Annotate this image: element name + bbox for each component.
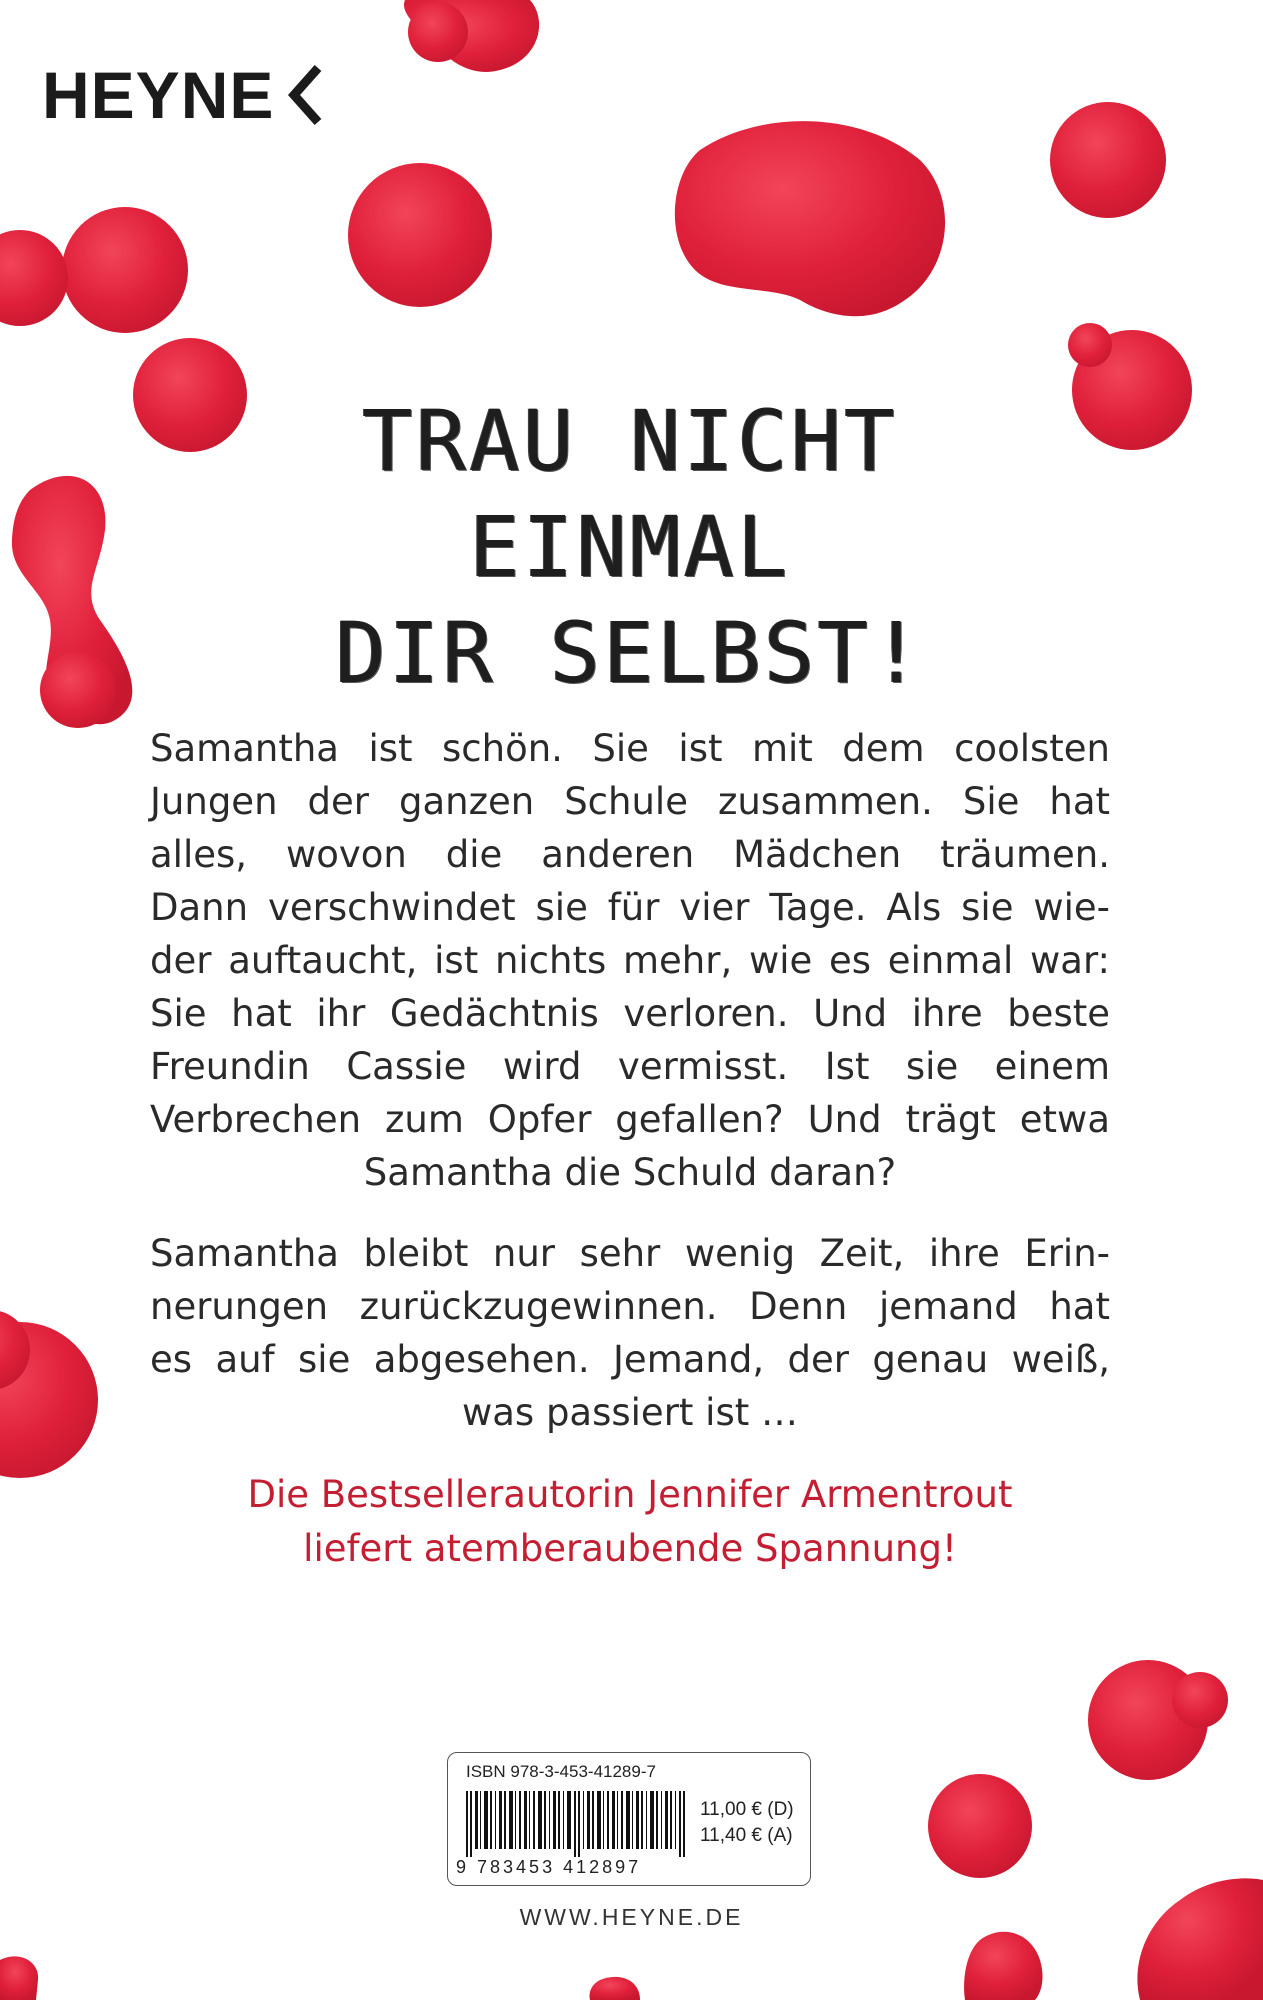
blurb-line: Verbrechen zum Opfer gefallen? Und trägt etwa (150, 1098, 1110, 1141)
blurb-line: Sie hat ihr Gedächtnis verloren. Und ihre beste (150, 992, 1110, 1035)
publisher-logo (42, 60, 324, 130)
blurb-line: Freundin Cassie wird vermisst. Ist sie einem (150, 1045, 1110, 1088)
tagline-line: liefert atemberaubende Spannung! (303, 1527, 957, 1570)
isbn-barcode-box (447, 1752, 811, 1886)
blurb-line: Dann verschwindet sie für vier Tage. Als sie wie- (150, 886, 1110, 929)
blurb-line: der auftaucht, ist nichts mehr, wie es einmal war: (150, 939, 1110, 982)
blurb-line: was passiert ist … (461, 1391, 799, 1434)
price-germany: 11,00 € (D) (700, 1799, 794, 1820)
price-austria: 11,40 € (A) (700, 1825, 793, 1846)
isbn-label: ISBN 978-3-453-41289-7 (466, 1762, 656, 1781)
publisher-website: WWW.HEYNE.DE (519, 1904, 744, 1930)
blurb-line: Samantha die Schuld daran? (363, 1151, 897, 1194)
headline-line: TRAU NICHT (362, 392, 898, 490)
headline-line: DIR SELBST! (335, 604, 925, 702)
blurb-line: es auf sie abgesehen. Jemand, der genau weiß, (150, 1338, 1110, 1381)
blurb-paragraph-2 (150, 1227, 1110, 1439)
author-tagline (150, 1468, 1110, 1576)
barcode-icon (466, 1791, 691, 1857)
blurb-line: Samantha bleibt nur sehr wenig Zeit, ihre Erin- (150, 1232, 1110, 1275)
tagline-line: Die Bestsellerautorin Jennifer Armentrout (247, 1473, 1013, 1516)
blurb-line: alles, wovon die anderen Mädchen träumen. (150, 833, 1110, 876)
chevron-left-icon (284, 60, 324, 130)
blurb-line: Samantha ist schön. Sie ist mit dem coolsten (150, 727, 1110, 770)
headline-line: EINMAL (469, 498, 791, 596)
headline (240, 388, 1020, 706)
barcode-digits: 9 783453 412897 (456, 1857, 642, 1877)
publisher-logo-text: HEYNE (42, 58, 275, 132)
blurb-line: Jungen der ganzen Schule zusammen. Sie hat (150, 780, 1110, 823)
blurb-line: nerungen zurückzugewinnen. Denn jemand hat (150, 1285, 1110, 1328)
blurb-paragraph-1 (150, 722, 1110, 1199)
